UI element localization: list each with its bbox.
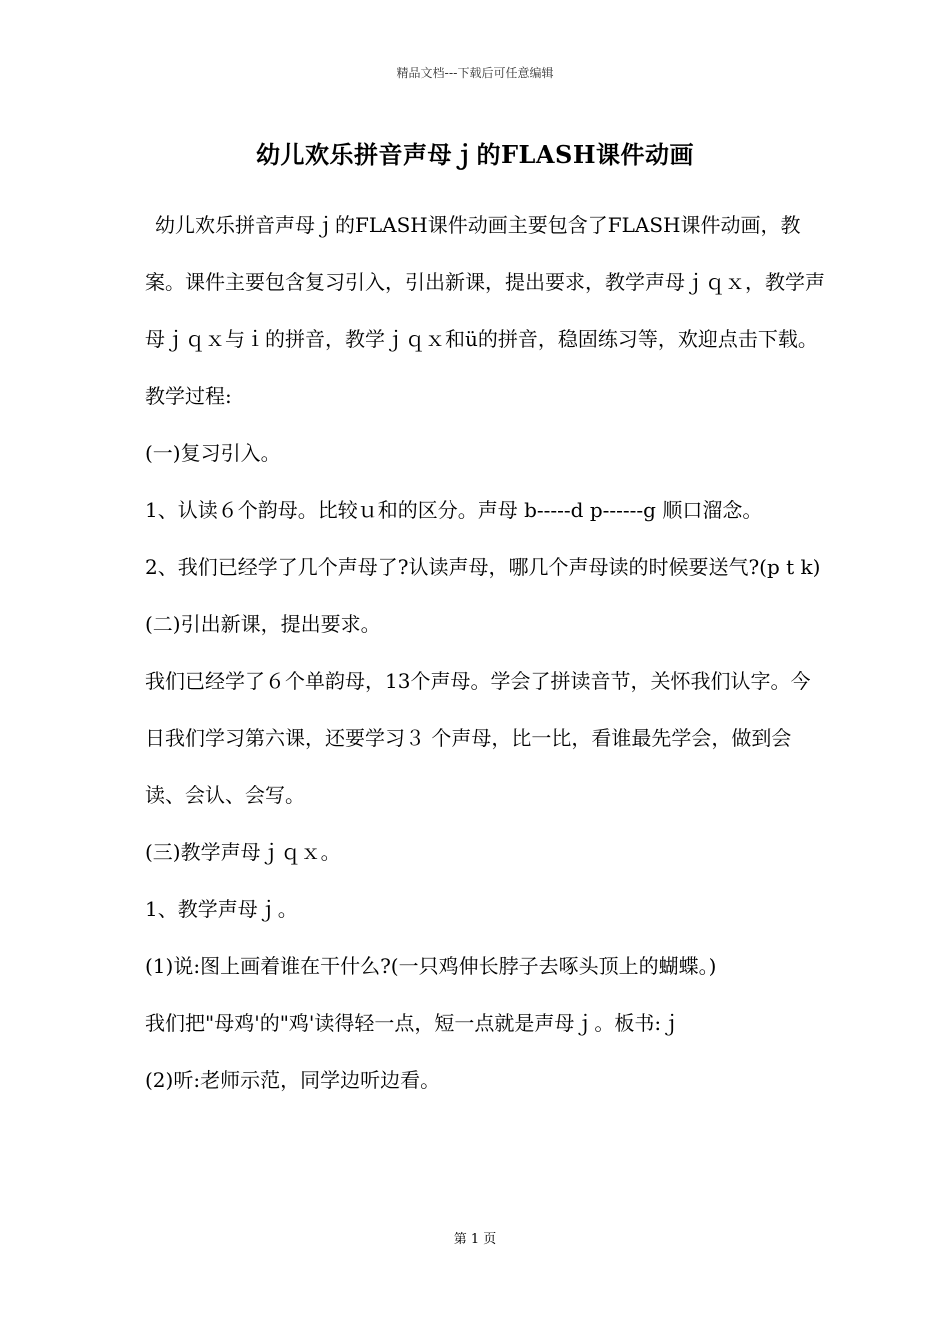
section-heading-teaching: (三)教学声母ｊｑｘ。	[145, 840, 341, 864]
intro-paragraph: 幼儿欢乐拼音声母ｊ的FLASH课件动画主要包含了FLASH课件动画，教案。课件主要包含复习引入，引出新课，提出要求，教学声母ｊｑｘ，教学声母ｊｑｘ与ｉ的拼音，教学ｊｑｘ和ü的拼音，稳固练习等，欢迎点击下载。教学过程:	[145, 213, 825, 408]
paragraph-chicken: 我们把"母鸡'的"鸡'读得轻一点，短一点就是声母ｊ。板书:ｊ	[145, 1011, 682, 1035]
paragraph-item-2: 2、我们已经学了几个声母了?认读声母，哪几个声母读的时候要送气?(p t k)	[145, 555, 821, 579]
document-title: 幼儿欢乐拼音声母ｊ的FLASH课件动画	[255, 140, 695, 169]
paragraph-teach-j: 1、教学声母ｊ。	[145, 897, 298, 921]
page-number: 第 1 页	[453, 1232, 497, 1247]
paragraph-item-1: 1、认读６个韵母。比较ｕ和的区分。声母 b-----d p------g 顺口溜念。	[145, 498, 763, 522]
page-header: 精品文档---下载后可任意编辑	[396, 66, 554, 80]
paragraph-listen: (2)听:老师示范，同学边听边看。	[145, 1068, 441, 1092]
paragraph-say: (1)说:图上画着谁在干什么?(一只鸡伸长脖子去啄头顶上的蝴蝶。)	[145, 954, 717, 978]
document-body	[145, 197, 825, 1109]
section-heading-new-lesson: (二)引出新课，提出要求。	[145, 612, 381, 636]
section-heading-review: (一)复习引入。	[145, 441, 281, 465]
paragraph-new-lesson: 我们已经学了６个单韵母，13个声母。学会了拼读音节，关怀我们认字。今日我们学习第六课，还要学习３ 个声母，比一比，看谁最先学会，做到会读、会认、会写。	[145, 669, 811, 807]
